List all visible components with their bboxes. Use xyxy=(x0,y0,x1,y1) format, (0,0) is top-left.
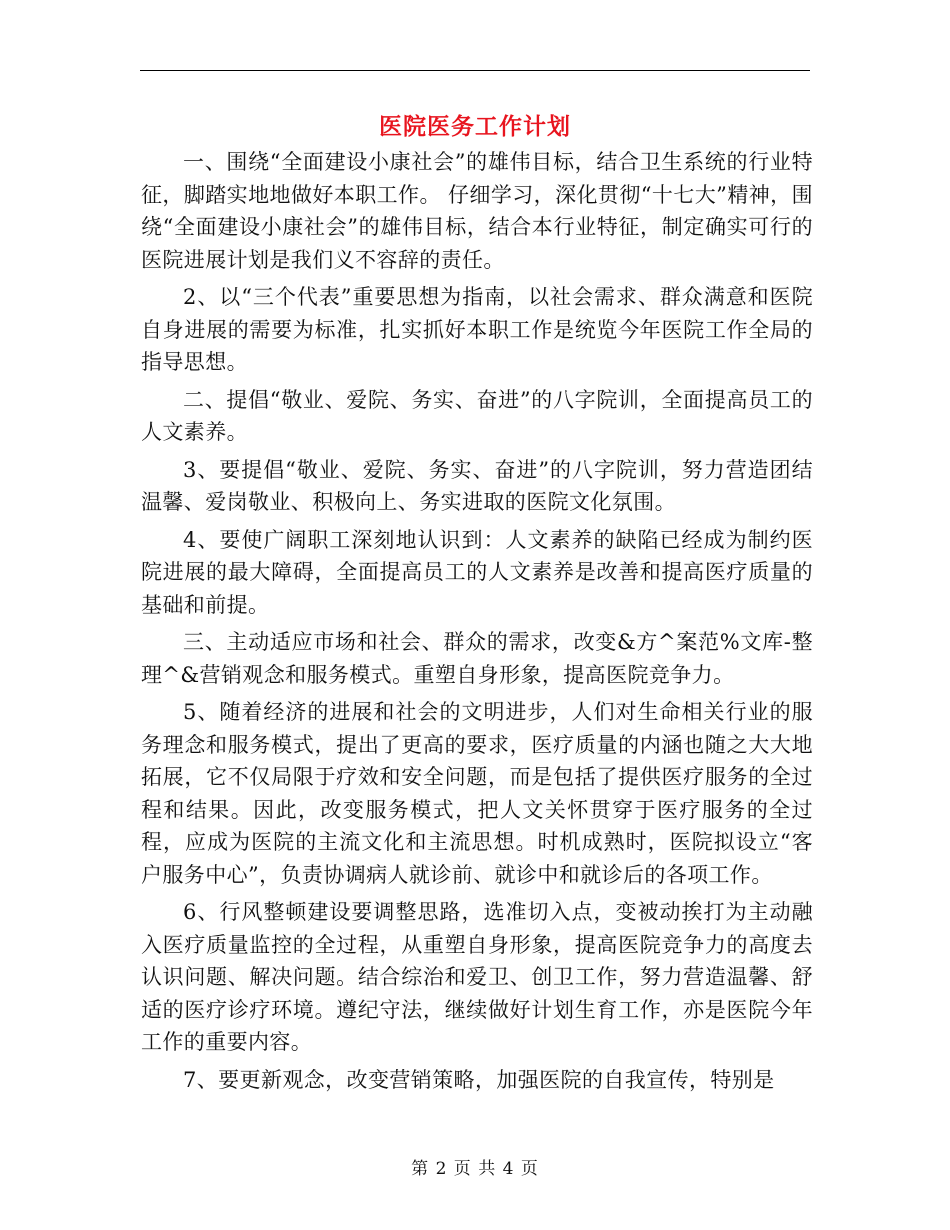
paragraph-8: 6、行风整顿建设要调整思路，选准切入点，变被动挨打为主动融入医疗质量监控的全过程，从重塑自身形象，提高医院竞争力的高度去认识问题、解决问题。结合综治和爱卫、创卫工作，努力营造温馨、舒适的医疗诊疗环境。遵纪守法，继续做好计划生育工作，亦是医院今年工作的重要内容。 xyxy=(141,900,813,1054)
paragraph-4: 3、要提倡“敬业、爱院、务实、奋进”的八字院训，努力营造团结温馨、爱岗敬业、积极向上、务实进取的医院文化氛围。 xyxy=(141,457,813,514)
page-number-footer: 第 2 页 共 4 页 xyxy=(411,1159,539,1179)
paragraph-5: 4、要使广阔职工深刻地认识到：人文素养的缺陷已经成为制约医院进展的最大障碍，全面提高员工的人文素养是改善和提高医疗质量的基础和前提。 xyxy=(141,527,813,617)
paragraph-1: 一、围绕“全面建设小康社会”的雄伟目标，结合卫生系统的行业特征，脚踏实地地做好本职工作。 仔细学习，深化贯彻“十七大”精神，围绕“全面建设小康社会”的雄伟目标，结合本行业特征，制定确实可行的医院进展计划是我们义不容辞的责任。 xyxy=(141,150,813,272)
paragraph-2: 2、以“三个代表”重要思想为指南，以社会需求、群众满意和医院自身进展的需要为标准，扎实抓好本职工作是统览今年医院工作全局的指导思想。 xyxy=(141,285,813,374)
paragraph-7: 5、随着经济的进展和社会的文明进步，人们对生命相关行业的服务理念和服务模式，提出了更高的要求，医疗质量的内涵也随之大大地拓展，它不仅局限于疗效和安全问题，而是包括了提供医疗服务的全过程和结果。因此，改变服务模式，把人文关怀贯穿于医疗服务的全过程，应成为医院的主流文化和主流思想。时机成熟时，医院拟设立“客户服务中心”，负责协调病人就诊前、就诊中和就诊后的各项工作。 xyxy=(141,700,813,887)
header-rule xyxy=(140,70,810,71)
document-title: 医院医务工作计划 xyxy=(379,113,571,140)
paragraph-9: 7、要更新观念，改变营销策略，加强医院的自我宣传，特别是 xyxy=(183,1067,775,1092)
document-body xyxy=(141,146,813,1101)
paragraph-6: 三、主动适应市场和社会、群众的需求，改变&方^案范%文库-整理^&营销观念和服务模式。重塑自身形象，提高医院竞争力。 xyxy=(141,630,813,687)
paragraph-3: 二、提倡“敬业、爱院、务实、奋进”的八字院训，全面提高员工的人文素养。 xyxy=(141,387,813,444)
